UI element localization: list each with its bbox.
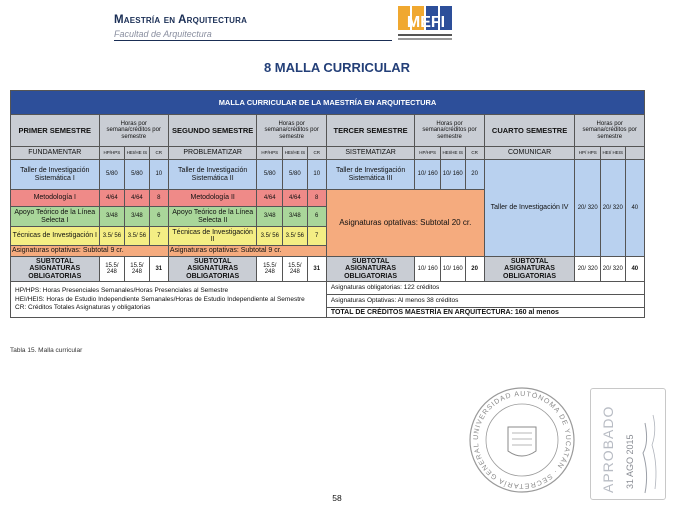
hours-header-2: Horas por semana/créditos por semestre bbox=[257, 115, 326, 147]
document-header-subtitle: Facultad de Arquitectura bbox=[114, 29, 212, 39]
cell: 40 bbox=[625, 160, 644, 257]
col-hp-2: HP/HPS bbox=[257, 147, 283, 160]
cell: 3/48 bbox=[257, 207, 283, 227]
cell: 4/64 bbox=[125, 190, 150, 207]
semester-3-title: TERCER SEMESTRE bbox=[326, 115, 415, 147]
cell: 8 bbox=[149, 190, 168, 207]
cell: 10 bbox=[307, 160, 326, 190]
stamp-date: 31 AGO 2015 bbox=[625, 434, 635, 489]
cell: 5/80 bbox=[283, 160, 308, 190]
cell: 10/ 160 bbox=[415, 160, 441, 190]
phase-fundamentar: FUNDAMENTAR bbox=[11, 147, 100, 160]
page-number: 58 bbox=[332, 493, 342, 503]
stamp-graphic bbox=[591, 389, 665, 499]
col-hp-1: HP/HPS bbox=[99, 147, 125, 160]
cell: 31 bbox=[149, 257, 168, 282]
course-taller-1: Taller de Investigación Sistemática I bbox=[11, 160, 100, 190]
cell: 7 bbox=[149, 227, 168, 246]
legend-hei: HEI/HEIS: Horas de Estudio Independiente Semanales/Horas de Estudio Independiente al Semestre bbox=[15, 295, 305, 303]
subtotal-label-4: SUBTOTAL ASIGNATURAS OBLIGATORIAS bbox=[484, 257, 575, 282]
cell: 4/64 bbox=[99, 190, 125, 207]
cell: 10 bbox=[149, 160, 168, 190]
optatives-3: Asignaturas optativas: Subtotal 20 cr. bbox=[326, 190, 484, 257]
cell: 15.5/ 248 bbox=[283, 257, 308, 282]
col-cr-3: CR bbox=[465, 147, 484, 160]
col-hei-1: HEI/HE IS bbox=[125, 147, 150, 160]
course-metodologia-2: Metodología II bbox=[168, 190, 257, 207]
cell: 3/48 bbox=[99, 207, 125, 227]
col-hei-3: HEI/HE IS bbox=[440, 147, 465, 160]
phase-problematizar: PROBLEMATIZAR bbox=[168, 147, 257, 160]
cell: 20 bbox=[465, 257, 484, 282]
col-cr-1: CR bbox=[149, 147, 168, 160]
cell: 20/ 320 bbox=[601, 160, 626, 257]
cell: 7 bbox=[307, 227, 326, 246]
cell: 3/48 bbox=[283, 207, 308, 227]
table-banner: MALLA CURRICULAR DE LA MAESTRÍA EN ARQUITECTURA bbox=[11, 91, 645, 115]
cell: 3/48 bbox=[125, 207, 150, 227]
cell: 4/64 bbox=[257, 190, 283, 207]
hours-header-3: Horas por semana/créditos por semestre bbox=[415, 115, 484, 147]
cell: 6 bbox=[149, 207, 168, 227]
section-title: 8 MALLA CURRICULAR bbox=[263, 60, 411, 75]
cell: 15.5/ 248 bbox=[125, 257, 150, 282]
col-hei-4: HEI/ HEIS bbox=[601, 147, 626, 160]
cell: 10/ 160 bbox=[415, 257, 441, 282]
note-mandatory: Asignaturas obligatorias: 122 créditos bbox=[326, 282, 644, 295]
semester-1-title: PRIMER SEMESTRE bbox=[11, 115, 100, 147]
course-metodologia-1: Metodología I bbox=[11, 190, 100, 207]
cell: 5/80 bbox=[257, 160, 283, 190]
cell: 3.5/ 56 bbox=[257, 227, 283, 246]
legend-hp: HP/HPS: Horas Presenciales Semanales/Horas Presenciales al Semestre bbox=[15, 287, 229, 295]
logo-letters: MEFI bbox=[406, 14, 446, 31]
document-header-title: Maestría en Arquitectura bbox=[114, 14, 248, 26]
header-divider bbox=[114, 40, 392, 41]
course-apoyo-1: Apoyo Teórico de la Línea Selecta I bbox=[11, 207, 100, 227]
col-hp-3: HP/HPS bbox=[415, 147, 441, 160]
note-optional: Asignaturas Optativas: Al menos 38 créditos bbox=[326, 295, 644, 308]
phase-comunicar: COMUNICAR bbox=[484, 147, 575, 160]
col-cr-4 bbox=[625, 147, 644, 160]
course-taller-3: Taller de Investigación Sistemática III bbox=[326, 160, 415, 190]
course-apoyo-2: Apoyo Teórico de la Línea Selecta II bbox=[168, 207, 257, 227]
optatives-2: Asignaturas optativas: Subtotal 9 cr. bbox=[168, 246, 326, 257]
course-taller-4: Taller de Investigación IV bbox=[484, 160, 575, 257]
cell: 3.5/ 56 bbox=[99, 227, 125, 246]
cell: 8 bbox=[307, 190, 326, 207]
cell: 15.5/ 248 bbox=[257, 257, 283, 282]
cell: 20/ 320 bbox=[575, 160, 601, 257]
cell: 6 bbox=[307, 207, 326, 227]
cell: 10/ 160 bbox=[440, 160, 465, 190]
table-legend bbox=[11, 282, 327, 318]
semester-2-title: SEGUNDO SEMESTRE bbox=[168, 115, 257, 147]
subtotal-label-1: SUBTOTAL ASIGNATURAS OBLIGATORIAS bbox=[11, 257, 100, 282]
cell: 10/ 160 bbox=[440, 257, 465, 282]
cell: 20/ 320 bbox=[601, 257, 626, 282]
cell: 5/80 bbox=[99, 160, 125, 190]
table-caption: Tabla 15. Malla curricular bbox=[10, 347, 83, 354]
course-tecnicas-1: Técnicas de Investigación I bbox=[11, 227, 100, 246]
subtotal-label-2: SUBTOTAL ASIGNATURAS OBLIGATORIAS bbox=[168, 257, 257, 282]
svg-text:UNIVERSIDAD AUTÓNOMA DE YUCATÁ bbox=[473, 390, 571, 489]
hours-header-1: Horas por semana/créditos por semestre bbox=[99, 115, 168, 147]
cell: 40 bbox=[625, 257, 644, 282]
col-hei-2: HEI/HE IS bbox=[283, 147, 308, 160]
cell: 5/80 bbox=[125, 160, 150, 190]
semester-4-title: CUARTO SEMESTRE bbox=[484, 115, 575, 147]
approval-stamp bbox=[590, 388, 666, 500]
col-cr-2: CR bbox=[307, 147, 326, 160]
cell: 20/ 320 bbox=[575, 257, 601, 282]
cell: 3.5/ 56 bbox=[125, 227, 150, 246]
seal-text: UNIVERSIDAD AUTÓNOMA DE YUCATÁN · SECRETARÍA GENERAL bbox=[472, 390, 572, 490]
subtotal-label-3: SUBTOTAL ASIGNATURAS OBLIGATORIAS bbox=[326, 257, 415, 282]
curriculum-table bbox=[10, 90, 645, 318]
optatives-1: Asignaturas optativas: Subtotal 9 cr. bbox=[11, 246, 169, 257]
cell: 3.5/ 56 bbox=[283, 227, 308, 246]
stamp-label: APROBADO bbox=[600, 405, 616, 493]
university-seal bbox=[460, 385, 590, 495]
mefi-logo bbox=[396, 4, 460, 54]
course-taller-2: Taller de Investigación Sistemática II bbox=[168, 160, 257, 190]
note-total-credits: TOTAL DE CRÉDITOS MAESTRÍA EN ARQUITECTURA: 160 al menos bbox=[326, 308, 644, 318]
legend-cr: CR: Créditos Totales Asignaturas y obligatorias bbox=[15, 303, 151, 311]
cell: 15.5/ 248 bbox=[99, 257, 125, 282]
cell: 31 bbox=[307, 257, 326, 282]
phase-sistematizar: SISTEMATIZAR bbox=[326, 147, 415, 160]
hours-header-4: Horas por semana/créditos por semestre bbox=[575, 115, 645, 147]
cell: 20 bbox=[465, 160, 484, 190]
cell: 4/64 bbox=[283, 190, 308, 207]
col-hp-4: HP/ HPS bbox=[575, 147, 601, 160]
course-tecnicas-2: Técnicas de Investigación II bbox=[168, 227, 257, 246]
